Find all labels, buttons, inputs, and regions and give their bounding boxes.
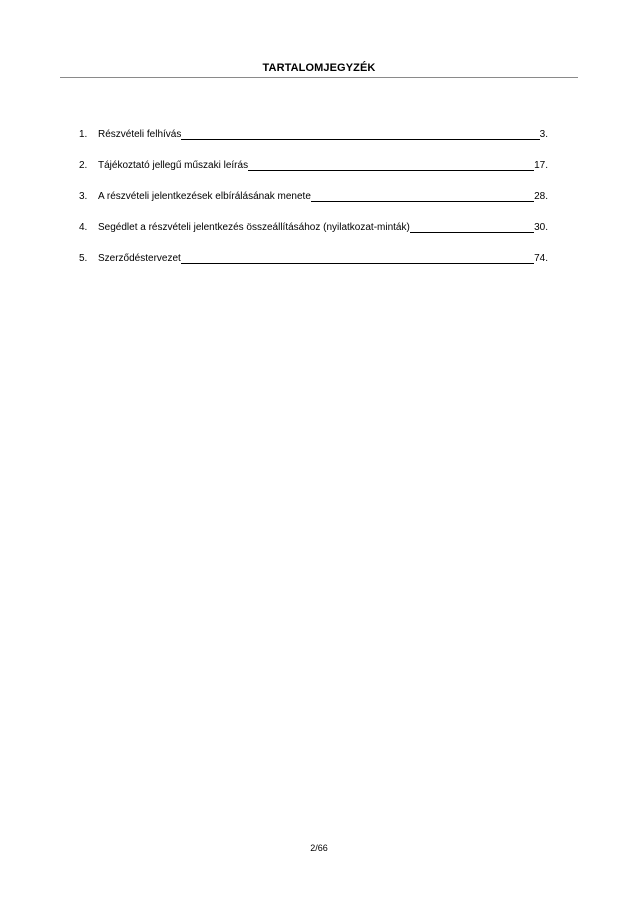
toc-entry-page: 17. [534, 160, 548, 171]
toc-leader-line [311, 191, 534, 202]
toc-entry-title: Tájékoztató jellegű műszaki leírás [98, 160, 249, 171]
toc-entry-title: Szerződéstervezet [98, 253, 181, 264]
toc-entry-number: 4. [79, 222, 88, 233]
toc-entry-page: 3. [539, 129, 548, 140]
toc-leader-line [248, 160, 534, 171]
page-title: TARTALOMJEGYZÉK [262, 62, 376, 74]
header-divider [60, 77, 578, 78]
toc-entry[interactable] [79, 189, 548, 203]
toc-entry-number: 5. [79, 253, 88, 264]
toc-leader-line [181, 129, 539, 140]
toc-entry[interactable] [79, 251, 548, 265]
toc-entry-number: 3. [79, 191, 88, 202]
page-number: 2/66 [310, 843, 328, 853]
table-of-contents [79, 127, 548, 282]
toc-entry[interactable] [79, 158, 548, 172]
toc-entry-page: 74. [534, 253, 548, 264]
toc-entry-title: A részvételi jelentkezések elbírálásának menete [98, 191, 311, 202]
toc-entry-title: Segédlet a részvételi jelentkezés összeállításához (nyilatkozat-minták) [98, 222, 410, 233]
toc-entry-number: 1. [79, 129, 88, 140]
toc-entry-number: 2. [79, 160, 88, 171]
toc-entry[interactable] [79, 220, 548, 234]
toc-entry[interactable] [79, 127, 548, 141]
toc-leader-line [410, 222, 534, 233]
toc-entry-page: 28. [534, 191, 548, 202]
toc-entry-page: 30. [534, 222, 548, 233]
toc-leader-line [181, 253, 534, 264]
toc-entry-title: Részvételi felhívás [98, 129, 182, 140]
